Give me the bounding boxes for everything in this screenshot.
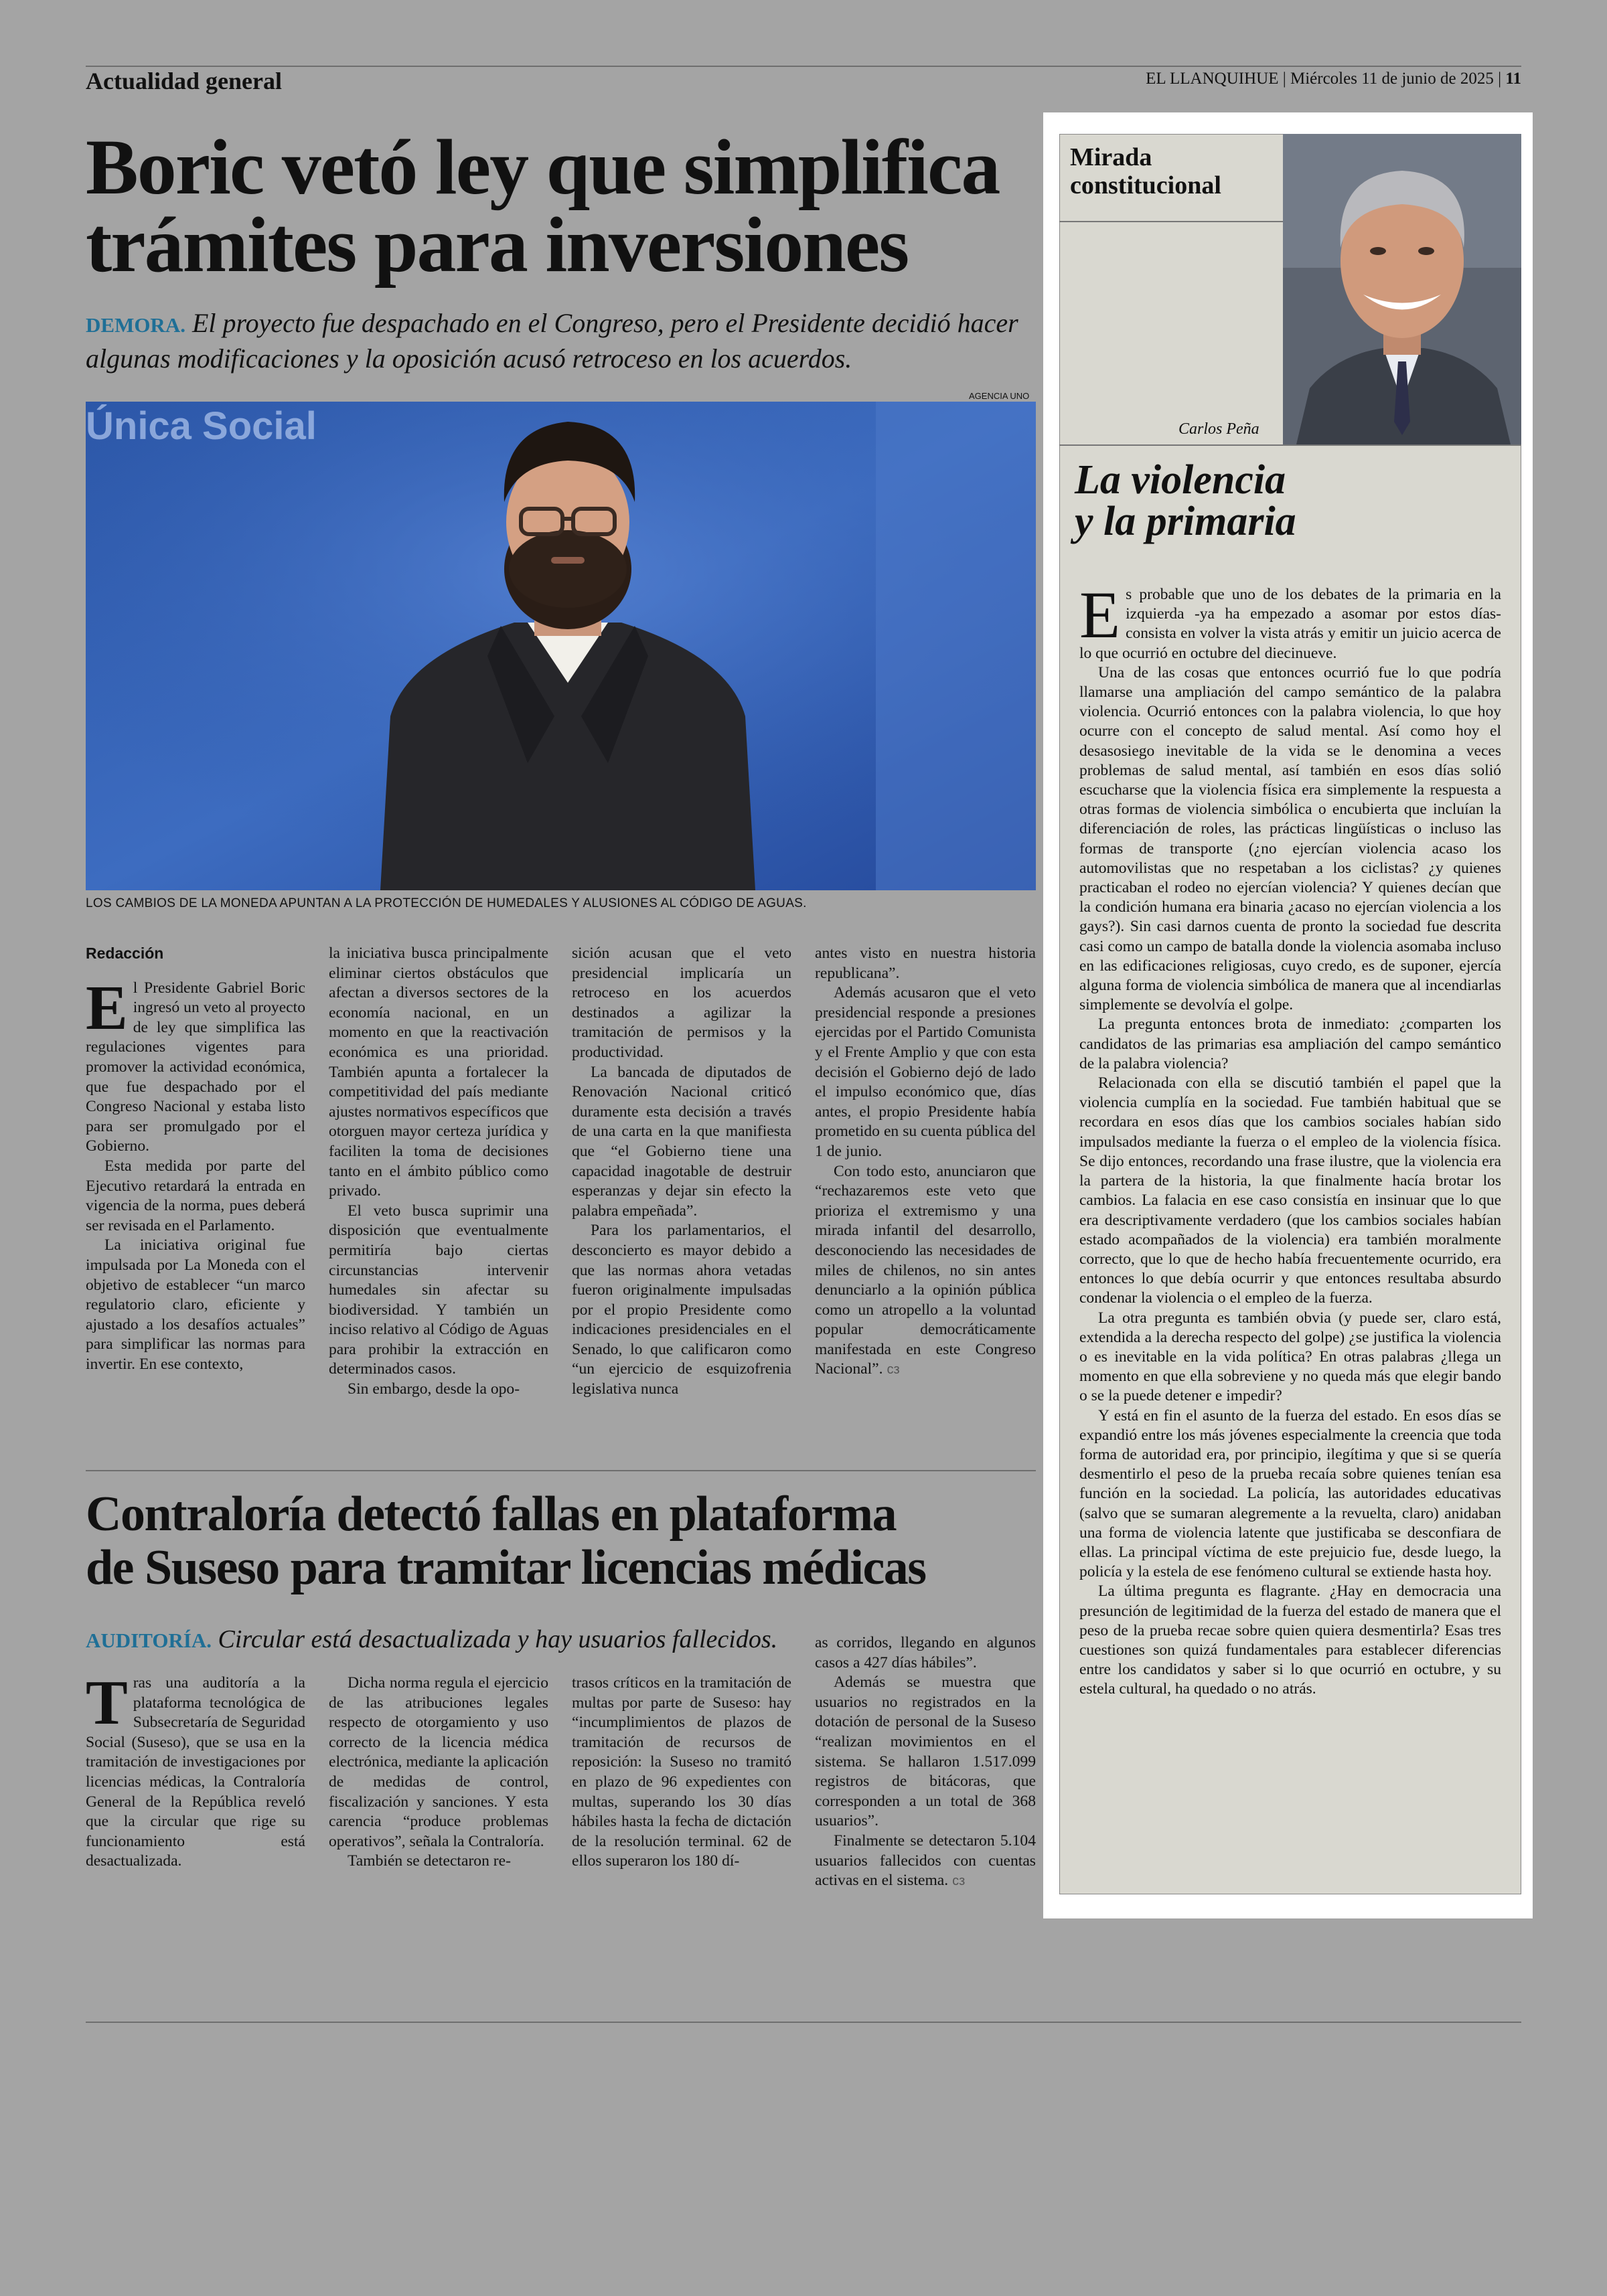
column-paragraph: Una de las cosas que entonces ocurrió fue lo que podría llamarse una ampliación del campo semántico de la palabra violencia. Ocurrió entonces con la palabra violencia, lo que hoy ocurre con el concepto de salud mental. Así como hoy el desasosiego inevitable de la vida se le denomina a veces problemas de salud mental, así también en esos días solió escucharse que la violencia física era simplemente la respuesta a otras formas de violencia simbólica o encubierta que incluían la diferenciación de roles, las prácticas lingüísticas o incluso las formas de transporte (¿no ejercían violencia acaso los automovilistas que no respetaban a los ciclistas? ¿y quienes practicaban el rodeo no ejercían violencia? Y quienes decían que la condición humana era binaria ¿acaso no ejercían violencia a los gays?). Sin casi darnos cuenta de pronto la sociedad fue descrita casi como un campo de batalla donde la violencia asomaba incluso en las edificaciones religiosas, cuyo credo, es de suponer, ejercía alguna forma de violencia simbólica de manera que al incendiarlas simplemente se devolvía el golpe. [1079,663,1501,1014]
header-rule [86,66,1521,67]
article2-paragraph: trasos críticos en la tramitación de multas por parte de Suseso: hay “incumplimientos de plazos de tramitación de recursos de reposición: la Suseso no tramitó en plazo de 96 expedientes con multas, superando los 30 días hábiles hasta la fecha de dictación de la resolución terminal. 62 de ellos superaron los 180 dí- [572,1674,791,1870]
dropcap: E [1079,578,1121,652]
article2-text: ras una auditoría a la plataforma tecnológica de Subsecretaría de Seguridad Social (Suseso), que se usa en la tramitación de investigaciones por licencias médicas, la Contraloría General de la República reveló que la circular que rige su funcionamiento está desactualizada. [86,1674,305,1870]
article1-column-4 [815,944,1036,1380]
article2-paragraph: as corridos, llegando en algunos casos a 427 días hábiles”. [815,1634,1036,1671]
article1-headline-line2: trámites para inversiones [86,201,909,289]
column-paragraph: Y está en fin el asunto de la fuerza del estado. En esos días se expandió entre los más jóvenes especialmente la creencia que toda forma de autoridad era, por principio, ilegítima y que si se quería desmentirlo el peso de la prueba recaía sobre quienes tenían esa función en la sociedad. La policía, las autoridades educativas (salvo que se sumaran alegremente a la revuelta, claro) anidaban una forma de violencia latente que justificaba se desconfiara de ellas. La principal víctima de este prejuicio fue, desde luego, la policía y la estela de ese fenómeno cultural se extiende hasta hoy. [1079,1406,1501,1581]
dropcap: E [86,973,128,1043]
article2-kicker: AUDITORÍA. [86,1629,212,1652]
article2-paragraph [86,1668,305,1872]
article2-headline [86,1487,1050,1594]
article1-column-2 [329,944,548,1400]
article1-text: l Presidente Gabriel Boric ingresó un veto al proyecto de ley que simplifica las regulaciones vigentes para promover la actividad económica, que fue despachado por el Congreso Nacional y estaba listo para ser promulgado por el Gobierno. [86,979,305,1155]
article1-byline: Redacción [86,945,164,962]
article1-deck [86,307,1023,376]
column-label [1070,143,1221,199]
column-paragraph: La pregunta entonces brota de inmediato: ¿comparten los candidatos de las primarias esa ampliación del campo semántico de la palabra violencia? [1079,1015,1501,1072]
article1-text: Con todo esto, anunciaron que “rechazaremos este veto que prioriza el extremismo y una mirada infantil del desarrollo, desconociendo las necesidades de miles de chilenos, no sin antes denunciarlo a la opinión pública como un atropello a la voluntad popular democráticamente manifestada en este Congreso Nacional”. [815,1162,1036,1378]
photo-backdrop-text: Única Social [86,404,317,448]
article1-paragraph: Para los parlamentarios, el desconcierto es mayor debido a que las normas ahora vetadas fueron originalmente impulsadas por el propio Presidente como indicaciones presidenciales en el Senado, lo que calificaron como “un ejercicio de esquizofrenia legislativa nunca [572,1222,791,1398]
article1-kicker: DEMORA. [86,313,185,337]
column-paragraph: Relacionada con ella se discutió también el papel que la violencia cumplía en la sociedad. Fue también habitual que se recordara en esos días que los cambios sociales habían sido impulsados mediante la fuerza o el empleo de la violencia física. Se dijo entonces, recordando una frase ilustre, que la violencia era la partera de la historia, la que finalmente hacía brotar los cambios. La falacia en ese caso consistía en insinuar que lo que era descriptivamente verdadero (que los cambios sociales habían estado acompañados de la violencia) era también moralmente correcto, que lo que de hecho había frecuentemente ocurrido, era entonces lo que debía ocurrir y que entonces resultaba absurdo condenar la violencia o el empleo de la fuerza. [1079,1074,1501,1307]
article1-paragraph: El veto busca suprimir una disposición que eventualmente permitiría bajo ciertas circunstancias intervenir humedales sin afectar su biodiversidad. Y también un inciso relativo al Código de Aguas para prohibir la extracción en determinados casos. [329,1202,548,1378]
footer-rule [86,2022,1521,2023]
article2-column-4 [815,1633,1036,1892]
header-separator: | [1498,70,1506,88]
column-paragraph [1079,578,1501,663]
article2-deck-text: Circular está desactualizada y hay usuarios fallecidos. [218,1625,778,1653]
column-paragraph: La otra pregunta es también obvia (y puede ser, claro está, extendida a la derecha respecto del golpe) ¿se justifica la violencia o es inevitable en la vida política? En otras palabras ¿llega un momento en que ella sobreviene y no queda más que elegir bando o se la puede detener e impedir? [1079,1309,1501,1405]
column-label-line1: Mirada [1070,143,1152,171]
header-separator: | [1282,70,1290,88]
article1-paragraph: la iniciativa busca principalmente eliminar ciertos obstáculos que afectan a diversos sectores de la economía nacional, en un momento en que la reactivación económica es una prioridad. También apunta a fortalecer la competitividad del país mediante ajustes normativos específicos que otorguen mayor certeza jurídica y faciliten la toma de decisiones tanto en el ámbito público como privado. [329,945,548,1200]
article2-paragraph: Dicha norma regula el ejercicio de las atribuciones legales respecto de otorgamiento y uso correcto de la licencia médica electrónica, mediante la aplicación de medidas de control, fiscalización y sanciones. Y esta carencia “produce problemas operativos”, señala la Contraloría. [329,1674,548,1850]
article2-column-3 [572,1673,791,1872]
article1-paragraph: Esta medida por parte del Ejecutivo retardará la entrada en vigencia de la norma, pues deberá ser revisada en el Parlamento. [86,1157,305,1234]
article1-paragraph: La iniciativa original fue impulsada por La Moneda con el objetivo de establecer “un marco regulatorio claro, eficiente y ajustado a los desafíos actuales” para simplificar las normas para invertir. En ese contexto, [86,1236,305,1373]
column-text: s probable que uno de los debates de la primaria en la izquierda -ya ha empezado a asomar por estos días- consista en volver la vista atrás y emitir un juicio acerca de lo que ocurrió en octubre del diecinueve. [1079,586,1501,662]
article2-column-2 [329,1673,548,1872]
author-portrait [1283,134,1521,444]
article1-deck-text: El proyecto fue despachado en el Congreso, pero el Presidente decidió hacer algunas modificaciones y la oposición acusó retroceso en los acuerdos. [86,308,1018,374]
article1-headline-line1: Boric vetó ley que simplifica [86,123,1000,211]
article2-text: Finalmente se detectaron 5.104 usuarios fallecidos con cuentas activas en el sistema. [815,1831,1036,1890]
article1-paragraph: antes visto en nuestra historia republicana”. [815,945,1036,982]
article2-headline-line1: Contraloría detectó fallas en plataforma [86,1487,897,1542]
article-separator [86,1470,1036,1471]
column-paragraph: La última pregunta es flagrante. ¿Hay en democracia una presunción de legitimidad de la fuerza del estado de manera que el peso de la prueba recae sobre quien quiera desmentirla? Esas tres cuestiones son quizá fundamentales para establecer diferencias entre los candidatos y saber si lo que ocurrió en octubre, y su estela cultural, ha quedado o no atrás. [1079,1582,1501,1698]
article1-paragraph [815,1162,1036,1381]
article1-photo [86,402,1036,890]
column-label-line2: constitucional [1070,171,1221,199]
article1-paragraph: La bancada de diputados de Renovación Nacional criticó duramente esta decisión a través de una carta en la que manifiesta que “el Gobierno tiene una capacidad inagotable de destruir esperanzas y dejar sin efecto la palabra empeñada”. [572,1063,791,1220]
article2-paragraph [815,1831,1036,1892]
issue-date: Miércoles 11 de junio de 2025 [1290,70,1494,88]
article1-column-3 [572,944,791,1400]
article2-column-1 [86,1668,305,1872]
page-number: 11 [1505,70,1521,88]
end-mark-icon: cз [952,1874,966,1889]
article1-paragraph [86,973,305,1157]
article1-column-1 [86,944,305,1374]
article1-paragraph: Sin embargo, desde la opo- [348,1380,520,1398]
article2-headline-line2: de Suseso para tramitar licencias médicas [86,1540,926,1595]
article1-paragraph: Además acusaron que el veto presidencial responde a presiones ejercidas por el Partido Comunista y el Frente Amplio y que con esta decisión el Gobierno dejó de lado el impulso económico que, días antes, el propio Presidente había prometido en su cuenta pública del 1 de junio. [815,984,1036,1160]
article2-paragraph: Además se muestra que usuarios no registrados en la dotación de personal de la Suseso “realizan movimientos en el sistema. Se hallaron 1.517.099 registros de bitácoras, que corresponden a un total de 368 usuarios”. [815,1673,1036,1830]
president-photo-illustration [86,402,1036,890]
column-title [1075,459,1296,542]
author-rule [1059,444,1521,446]
dropcap: T [86,1668,128,1738]
author-portrait-illustration [1283,134,1521,444]
photo-credit: AGENCIA UNO [969,391,1030,401]
column-label-rule [1059,221,1283,222]
newspaper-name: EL LLANQUIHUE [1146,70,1279,88]
column-body [1079,578,1501,1700]
article1-headline [86,123,1037,289]
section-title: Actualidad general [86,68,282,94]
column-title-line1: La violencia [1075,457,1286,503]
end-mark-icon: cз [887,1362,900,1378]
article1-photo-caption: LOS CAMBIOS DE LA MONEDA APUNTAN A LA PROTECCIÓN DE HUMEDALES Y ALUSIONES AL CÓDIGO DE AGUAS. [86,896,807,910]
article2-paragraph: También se detectaron re- [348,1852,511,1870]
column-author: Carlos Peña [1178,420,1259,438]
page-header-info [1146,70,1521,88]
column-title-line2: y la primaria [1075,499,1296,544]
article1-paragraph: sición acusan que el veto presidencial implicaría un retroceso en los acuerdos destinados a agilizar la tramitación de permisos y la productividad. [572,945,791,1061]
